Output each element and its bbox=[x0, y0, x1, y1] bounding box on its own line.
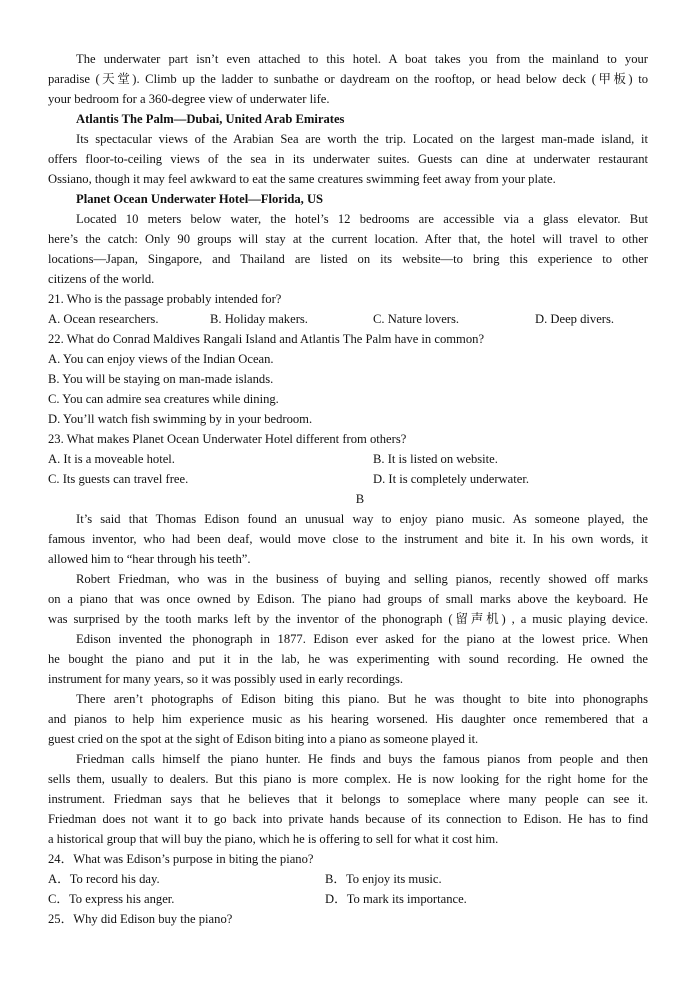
question-23-options-row1 bbox=[48, 449, 648, 469]
paragraph-line: The underwater part isn’t even attached to this hotel. A boat takes you from the mainland to your bbox=[76, 52, 648, 66]
paragraph-line: and pianos to help him experience music as his hearing worsened. His daughter once remembered that a bbox=[48, 712, 648, 726]
question-21-stem: 21. Who is the passage probably intended for? bbox=[48, 292, 282, 306]
paragraph-line: Edison invented the phonograph in 1877. Edison ever asked for the piano at the lowest price. When bbox=[76, 632, 648, 646]
option-b: B. Holiday makers. bbox=[210, 312, 308, 326]
option-d: D. Deep divers. bbox=[535, 312, 615, 326]
option-c: C. Nature lovers. bbox=[373, 312, 460, 326]
paragraph-line: It’s said that Thomas Edison found an unusual way to enjoy piano music. As someone played, the bbox=[76, 512, 648, 526]
option-b: B. It is listed on website. bbox=[373, 452, 498, 466]
option-a: A．To record his day. bbox=[48, 872, 160, 886]
paragraph-line: your bedroom for a 360-degree view of underwater life. bbox=[48, 92, 330, 106]
question-22-stem: 22. What do Conrad Maldives Rangali Island and Atlantis The Palm have in common? bbox=[48, 332, 485, 346]
option-c: C. You can admire sea creatures while dining. bbox=[48, 392, 279, 406]
paragraph-line: he bought the piano and put it in the lab, he was experimenting with sound recording. He owned the bbox=[48, 652, 648, 666]
paragraph-line: a historical group that will buy the piano, which he is offering to sell for what it cost him. bbox=[48, 832, 499, 846]
paragraph-line: here’s the catch: Only 90 groups will stay at the current location. After that, the hotel will travel to other bbox=[48, 232, 648, 246]
paragraph-line: sells them, usually to dealers. But this piano is more complex. He is now looking for the right home for the bbox=[48, 772, 648, 786]
section-b-label: B bbox=[355, 492, 365, 506]
document-page bbox=[48, 49, 648, 929]
question-23-stem: 23. What makes Planet Ocean Underwater Hotel different from others? bbox=[48, 432, 407, 446]
paragraph-line: locations—Japan, Singapore, and Thailand are listed on its website—to bring this experience to other bbox=[48, 252, 648, 266]
paragraph-line: instrument for many years, so it was possibly used in early recordings. bbox=[48, 672, 404, 686]
paragraph-line: citizens of the world. bbox=[48, 272, 155, 286]
paragraph-line: There aren’t photographs of Edison biting this piano. But he was thought to bite into phonographs bbox=[76, 692, 648, 706]
paragraph-line: paradise (天堂). Climb up the ladder to sunbathe or daydream on the rooftop, or head below deck (甲板) to bbox=[48, 72, 648, 86]
option-b: B．To enjoy its music. bbox=[325, 872, 442, 886]
option-d: D．To mark its importance. bbox=[325, 892, 467, 906]
question-21-options bbox=[48, 309, 648, 329]
paragraph-line: Located 10 meters below water, the hotel’s 12 bedrooms are accessible via a glass elevator. But bbox=[76, 212, 648, 226]
option-d: D. You’ll watch fish swimming by in your bedroom. bbox=[48, 412, 313, 426]
option-b: B. You will be staying on man-made islands. bbox=[48, 372, 274, 386]
option-c: C. Its guests can travel free. bbox=[48, 472, 189, 486]
paragraph-line: offers floor-to-ceiling views of the sea in its underwater suites. Guests can dine at underwater restaurant bbox=[48, 152, 648, 166]
paragraph-line: Friedman calls himself the piano hunter. He finds and buys the famous pianos from people and then bbox=[76, 752, 648, 766]
paragraph-line: guest cried on the spot at the sight of Edison biting into a piano as someone played it. bbox=[48, 732, 479, 746]
paragraph-line: famous inventor, who had been deaf, would move close to the instrument and bite it. In his own words, it bbox=[48, 532, 648, 546]
paragraph-line: Robert Friedman, who was in the business of buying and selling pianos, recently showed off marks bbox=[76, 572, 648, 586]
paragraph-line: on a piano that was once owned by Edison. The piano had groups of small marks above the keyboard. He bbox=[48, 592, 648, 606]
section-heading-planet-ocean: Planet Ocean Underwater Hotel—Florida, US bbox=[76, 192, 324, 206]
question-24-options-row1 bbox=[48, 869, 648, 889]
paragraph-line: Ossiano, though it may feel awkward to eat the same creatures swimming feet away from your plate. bbox=[48, 172, 556, 186]
option-a: A. You can enjoy views of the Indian Ocean. bbox=[48, 352, 274, 366]
paragraph-line: was surprised by the tooth marks left by the inventor of the phonograph (留声机) , a music playing device. bbox=[48, 612, 648, 626]
option-d: D. It is completely underwater. bbox=[373, 472, 529, 486]
option-c: C．To express his anger. bbox=[48, 892, 175, 906]
option-a: A. Ocean researchers. bbox=[48, 312, 159, 326]
paragraph-line: allowed him to “hear through his teeth”. bbox=[48, 552, 251, 566]
question-23-options-row2 bbox=[48, 469, 648, 489]
question-24-options-row2 bbox=[48, 889, 648, 909]
question-24-stem: 24．What was Edison’s purpose in biting the piano? bbox=[48, 852, 314, 866]
option-a: A. It is a moveable hotel. bbox=[48, 452, 175, 466]
section-heading-atlantis: Atlantis The Palm—Dubai, United Arab Emirates bbox=[76, 112, 345, 126]
question-25-stem: 25．Why did Edison buy the piano? bbox=[48, 912, 233, 926]
paragraph-line: Friedman does not want it to go back into private hands because of its connection to Edison. He has to find bbox=[48, 812, 648, 826]
paragraph-line: instrument. Friedman says that he believes that it belongs to someplace where many people can see it. bbox=[48, 792, 648, 806]
paragraph-line: Its spectacular views of the Arabian Sea are worth the trip. Located on the largest man-made island, it bbox=[76, 132, 648, 146]
